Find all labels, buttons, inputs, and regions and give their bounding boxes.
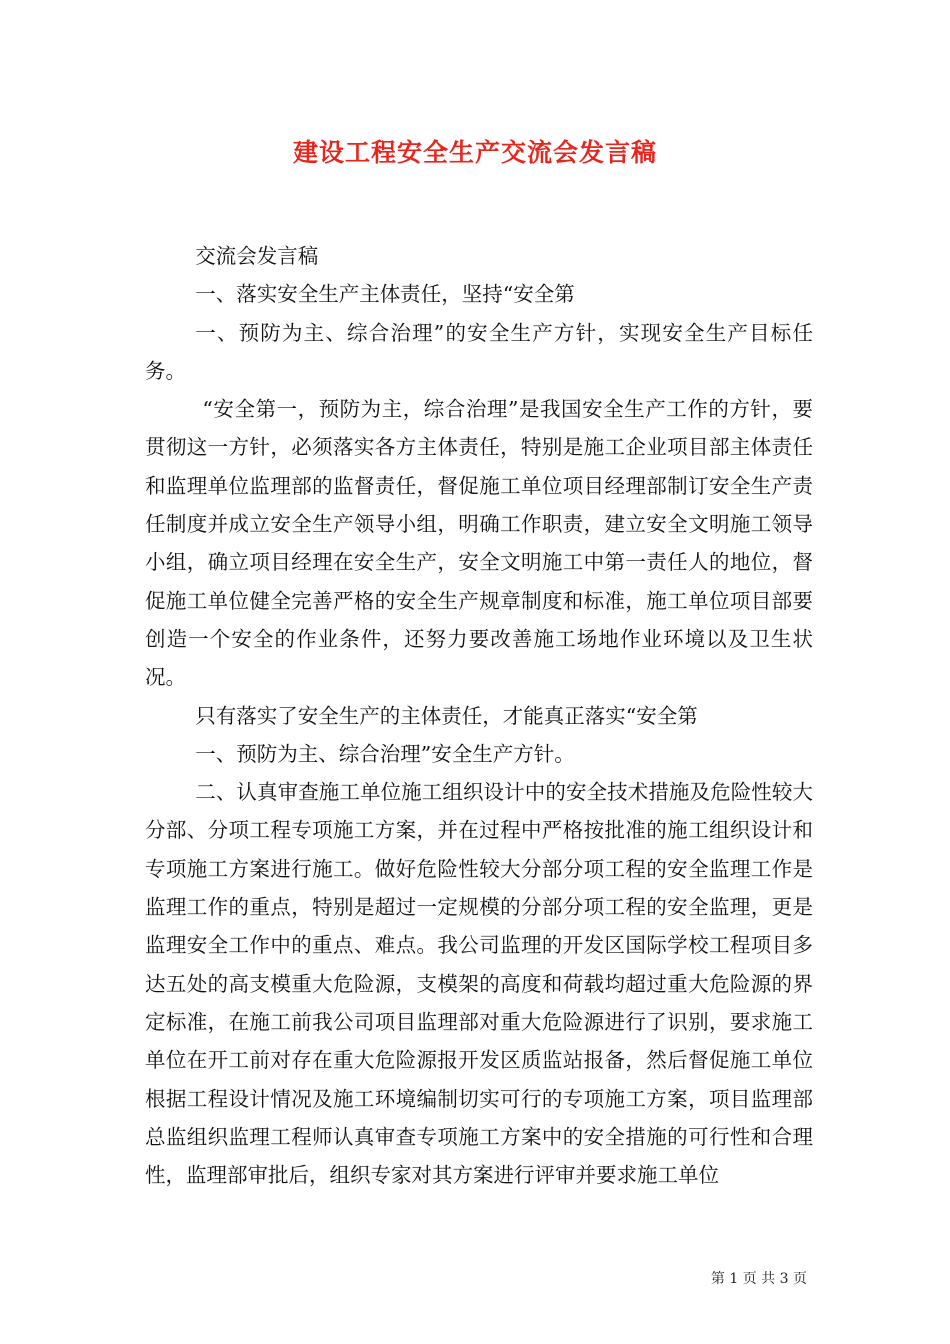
paragraph-safety-policy: “安全第一，预防为主，综合治理”是我国安全生产工作的方针，要贯彻这一方针，必须落实各方主体责任，特别是施工企业项目部主体责任和监理单位监理部的监督责任，督促施工单位项目经理部制订安全生产责任制度并成立安全生产领导小组，明确工作职责，建立安全文明施工领导小组，确立项目经理在安全生产，安全文明施工中第一责任人的地位，督促施工单位健全完善严格的安全生产规章制度和标准，施工单位项目部要创造一个安全的作业条件，还努力要改善施工场地作业环境以及卫生状况。 — [145, 397, 813, 690]
document-title: 建设工程安全生产交流会发言稿 — [292, 138, 657, 167]
document-body — [145, 237, 813, 1194]
paragraph-section-2: 二、认真审查施工单位施工组织设计中的安全技术措施及危险性较大分部、分项工程专项施工方案，并在过程中严格按批准的施工组织设计和专项施工方案进行施工。做好危险性较大分部分项工程的安全监理工作是监理工作的重点，特别是超过一定规模的分部分项工程的安全监理，更是监理安全工作中的重点、难点。我公司监理的开发区国际学校工程项目多达五处的高支模重大危险源，支模架的高度和荷载均超过重大危险源的界定标准，在施工前我公司项目监理部对重大危险源进行了识别，要求施工单位在开工前对存在重大危险源报开发区质监站报备，然后督促施工单位根据工程设计情况及施工环境编制切实可行的专项施工方案，项目监理部总监组织监理工程师认真审查专项施工方案中的安全措施的可行性和合理性，监理部审批后，组织专家对其方案进行评审并要求施工单位 — [145, 780, 813, 1188]
paragraph-responsibility-summary-cont: 一、预防为主、综合治理”安全生产方针。 — [195, 741, 575, 766]
paragraph-section-1-heading: 一、落实安全生产主体责任，坚持“安全第 — [195, 282, 575, 307]
page-number: 第 1 页 共 3 页 — [710, 1271, 807, 1287]
paragraph-subtitle: 交流会发言稿 — [195, 244, 319, 268]
paragraph-section-1-heading-cont: 一、预防为主、综合治理”的安全生产方针，实现安全生产目标任务。 — [145, 320, 813, 383]
paragraph-responsibility-summary: 只有落实了安全生产的主体责任，才能真正落实“安全第 — [195, 703, 698, 728]
